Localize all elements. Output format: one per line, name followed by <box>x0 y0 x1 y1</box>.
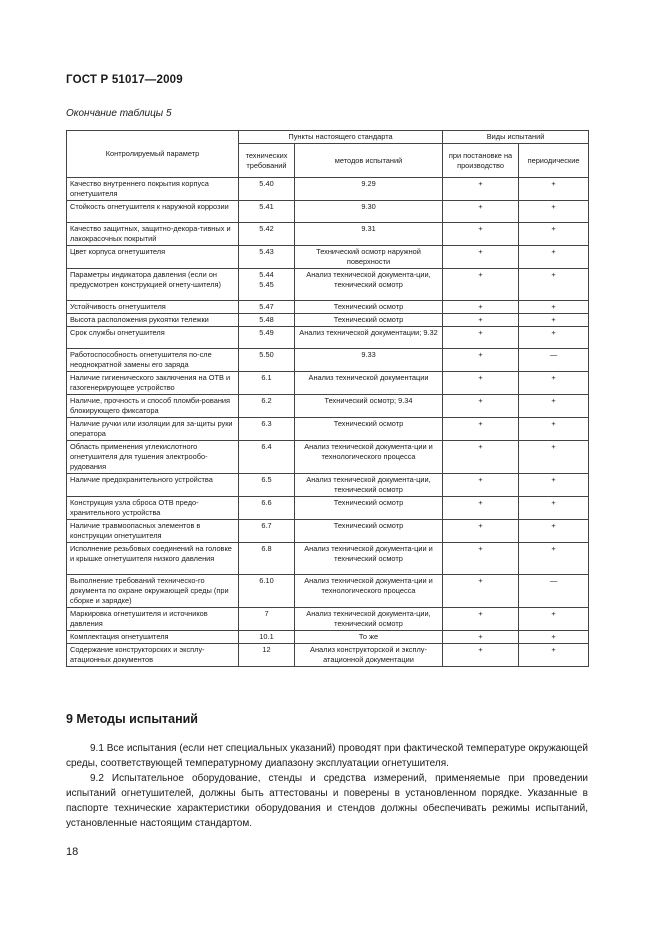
cell-periodic: — <box>519 349 589 372</box>
table-row <box>67 418 589 441</box>
cell-requirement: 5.43 <box>239 246 295 269</box>
cell-requirement: 5.42 <box>239 223 295 246</box>
cell-production: + <box>443 631 519 644</box>
cell-production: + <box>443 349 519 372</box>
header-production: при постановке на производство <box>443 144 519 178</box>
table-body <box>67 178 589 667</box>
cell-param: Область применения углекислотного огнетушителя для тушения электрообо-рудования <box>67 441 239 474</box>
table-row <box>67 575 589 608</box>
document-header: ГОСТ Р 51017—2009 <box>66 74 183 86</box>
cell-production: + <box>443 575 519 608</box>
header-requirements: технических требований <box>239 144 295 178</box>
cell-periodic: + <box>519 418 589 441</box>
cell-periodic: + <box>519 178 589 201</box>
cell-method: Технический осмотр наружной поверхности <box>295 246 443 269</box>
table-row <box>67 223 589 246</box>
section-title: 9 Методы испытаний <box>66 712 198 726</box>
cell-production: + <box>443 327 519 349</box>
cell-param: Качество защитных, защитно-декора-тивных и лакокрасочных покрытий <box>67 223 239 246</box>
cell-param: Исполнение резьбовых соединений на головке и крышке огнетушителя низкого давления <box>67 543 239 575</box>
cell-param: Наличие травмоопасных элементов в конструкции огнетушителя <box>67 520 239 543</box>
cell-param: Наличие гигиенического заключения на ОТВ и газогенерирующее устройство <box>67 372 239 395</box>
cell-method: Технический осмотр <box>295 301 443 314</box>
table-row <box>67 327 589 349</box>
cell-periodic: + <box>519 327 589 349</box>
cell-method: Анализ технической документа-ции и технологического процесса <box>295 575 443 608</box>
cell-production: + <box>443 543 519 575</box>
table-row <box>67 201 589 223</box>
cell-method: Технический осмотр <box>295 418 443 441</box>
table-row <box>67 543 589 575</box>
table-row <box>67 178 589 201</box>
cell-method: Технический осмотр <box>295 520 443 543</box>
cell-method: То же <box>295 631 443 644</box>
cell-periodic: + <box>519 314 589 327</box>
table-row <box>67 441 589 474</box>
cell-method: Анализ технической документа-ции и технологического процесса <box>295 441 443 474</box>
cell-method: Технический осмотр <box>295 497 443 520</box>
table-row <box>67 372 589 395</box>
table-row <box>67 631 589 644</box>
header-param: Контролируемый параметр <box>67 131 239 178</box>
cell-requirement: 5.47 <box>239 301 295 314</box>
cell-method: Анализ технической документа-ции, технический осмотр <box>295 608 443 631</box>
table-row <box>67 301 589 314</box>
cell-requirement: 6.2 <box>239 395 295 418</box>
cell-requirement: 6.8 <box>239 543 295 575</box>
cell-periodic: + <box>519 223 589 246</box>
cell-param: Цвет корпуса огнетушителя <box>67 246 239 269</box>
cell-param: Наличие предохранительного устройства <box>67 474 239 497</box>
table-row <box>67 497 589 520</box>
cell-periodic: + <box>519 474 589 497</box>
cell-requirement: 5.48 <box>239 314 295 327</box>
cell-param: Маркировка огнетушителя и источников давления <box>67 608 239 631</box>
cell-param: Выполнение требований техническо-го документа по охране окружающей среды (при сборке и зарядке) <box>67 575 239 608</box>
paragraph-9-1: 9.1 Все испытания (если нет специальных указаний) проводят при фактической температуре окружающей среды, соответствующей температурному диапазону эксплуатации огнетушителя. <box>66 743 588 769</box>
cell-production: + <box>443 201 519 223</box>
cell-production: + <box>443 644 519 667</box>
header-periodic: периодические <box>519 144 589 178</box>
cell-method: Анализ технической документа-ции, технический осмотр <box>295 269 443 301</box>
cell-periodic: + <box>519 372 589 395</box>
cell-method: Анализ технической документации <box>295 372 443 395</box>
table-row <box>67 395 589 418</box>
cell-production: + <box>443 441 519 474</box>
cell-periodic: + <box>519 644 589 667</box>
header-points-group: Пункты настоящего стандарта <box>239 131 443 144</box>
cell-periodic: + <box>519 301 589 314</box>
cell-requirement: 5.41 <box>239 201 295 223</box>
cell-periodic: + <box>519 543 589 575</box>
cell-param: Наличие ручки или изоляции для за-щиты руки оператора <box>67 418 239 441</box>
cell-production: + <box>443 301 519 314</box>
cell-production: + <box>443 223 519 246</box>
cell-requirement: 10.1 <box>239 631 295 644</box>
cell-param: Качество внутреннего покрытия корпуса огнетушителя <box>67 178 239 201</box>
table-row <box>67 349 589 372</box>
header-types-group: Виды испытаний <box>443 131 589 144</box>
cell-periodic: + <box>519 246 589 269</box>
cell-param: Высота расположения рукоятки тележки <box>67 314 239 327</box>
table-row <box>67 608 589 631</box>
cell-periodic: + <box>519 520 589 543</box>
cell-periodic: — <box>519 575 589 608</box>
table-caption: Окончание таблицы 5 <box>66 108 172 119</box>
cell-method: 9.33 <box>295 349 443 372</box>
paragraph-9-2: 9.2 Испытательное оборудование, стенды и средства измерений, применяемые при проведении испытаний огнетушителей, должны быть аттестованы и поверены в установленном порядке. Указанные в паспорте технические характеристики оборудования и стендов должны обеспечивать режимы испытаний, установленные настоящим стандартом. <box>66 773 588 829</box>
page-number: 18 <box>66 846 79 858</box>
table-row <box>67 314 589 327</box>
cell-param: Срок службы огнетушителя <box>67 327 239 349</box>
cell-param: Параметры индикатора давления (если он предусмотрен конструкцией огнету-шителя) <box>67 269 239 301</box>
cell-requirement: 5.40 <box>239 178 295 201</box>
table-row <box>67 246 589 269</box>
cell-production: + <box>443 178 519 201</box>
cell-production: + <box>443 608 519 631</box>
cell-periodic: + <box>519 395 589 418</box>
cell-param: Работоспособность огнетушителя по-сле неоднократной замены его заряда <box>67 349 239 372</box>
requirements-table <box>66 130 589 667</box>
header-methods: методов испытаний <box>295 144 443 178</box>
cell-production: + <box>443 269 519 301</box>
cell-method: Анализ технической документа-ции и технический осмотр <box>295 543 443 575</box>
cell-requirement: 6.3 <box>239 418 295 441</box>
cell-method: Анализ конструкторской и эксплу-атационной документации <box>295 644 443 667</box>
cell-requirement: 5.44 5.45 <box>239 269 295 301</box>
cell-param: Устойчивость огнетушителя <box>67 301 239 314</box>
cell-param: Содержание конструкторских и эксплу-атационных документов <box>67 644 239 667</box>
cell-periodic: + <box>519 631 589 644</box>
cell-production: + <box>443 314 519 327</box>
cell-production: + <box>443 372 519 395</box>
cell-periodic: + <box>519 201 589 223</box>
cell-method: 9.30 <box>295 201 443 223</box>
cell-method: Технический осмотр <box>295 314 443 327</box>
cell-periodic: + <box>519 269 589 301</box>
cell-requirement: 6.7 <box>239 520 295 543</box>
cell-method: Технический осмотр; 9.34 <box>295 395 443 418</box>
cell-method: 9.31 <box>295 223 443 246</box>
cell-requirement: 12 <box>239 644 295 667</box>
table-row <box>67 269 589 301</box>
cell-production: + <box>443 395 519 418</box>
cell-param: Наличие, прочность и способ пломби-рования блокирующего фиксатора <box>67 395 239 418</box>
cell-param: Стойкость огнетушителя к наружной коррозии <box>67 201 239 223</box>
cell-production: + <box>443 497 519 520</box>
cell-production: + <box>443 246 519 269</box>
cell-method: Анализ технической документа-ции, технический осмотр <box>295 474 443 497</box>
cell-requirement: 6.5 <box>239 474 295 497</box>
cell-periodic: + <box>519 497 589 520</box>
cell-production: + <box>443 520 519 543</box>
table-row <box>67 520 589 543</box>
cell-requirement: 6.6 <box>239 497 295 520</box>
cell-requirement: 6.4 <box>239 441 295 474</box>
cell-param: Комплектация огнетушителя <box>67 631 239 644</box>
cell-production: + <box>443 418 519 441</box>
table-row <box>67 644 589 667</box>
cell-periodic: + <box>519 608 589 631</box>
cell-production: + <box>443 474 519 497</box>
cell-method: Анализ технической документации; 9.32 <box>295 327 443 349</box>
table-row <box>67 474 589 497</box>
cell-requirement: 6.1 <box>239 372 295 395</box>
cell-requirement: 6.10 <box>239 575 295 608</box>
cell-param: Конструкция узла сброса ОТВ предо-хранительного устройства <box>67 497 239 520</box>
cell-requirement: 7 <box>239 608 295 631</box>
cell-method: 9.29 <box>295 178 443 201</box>
cell-periodic: + <box>519 441 589 474</box>
cell-requirement: 5.50 <box>239 349 295 372</box>
cell-requirement: 5.49 <box>239 327 295 349</box>
